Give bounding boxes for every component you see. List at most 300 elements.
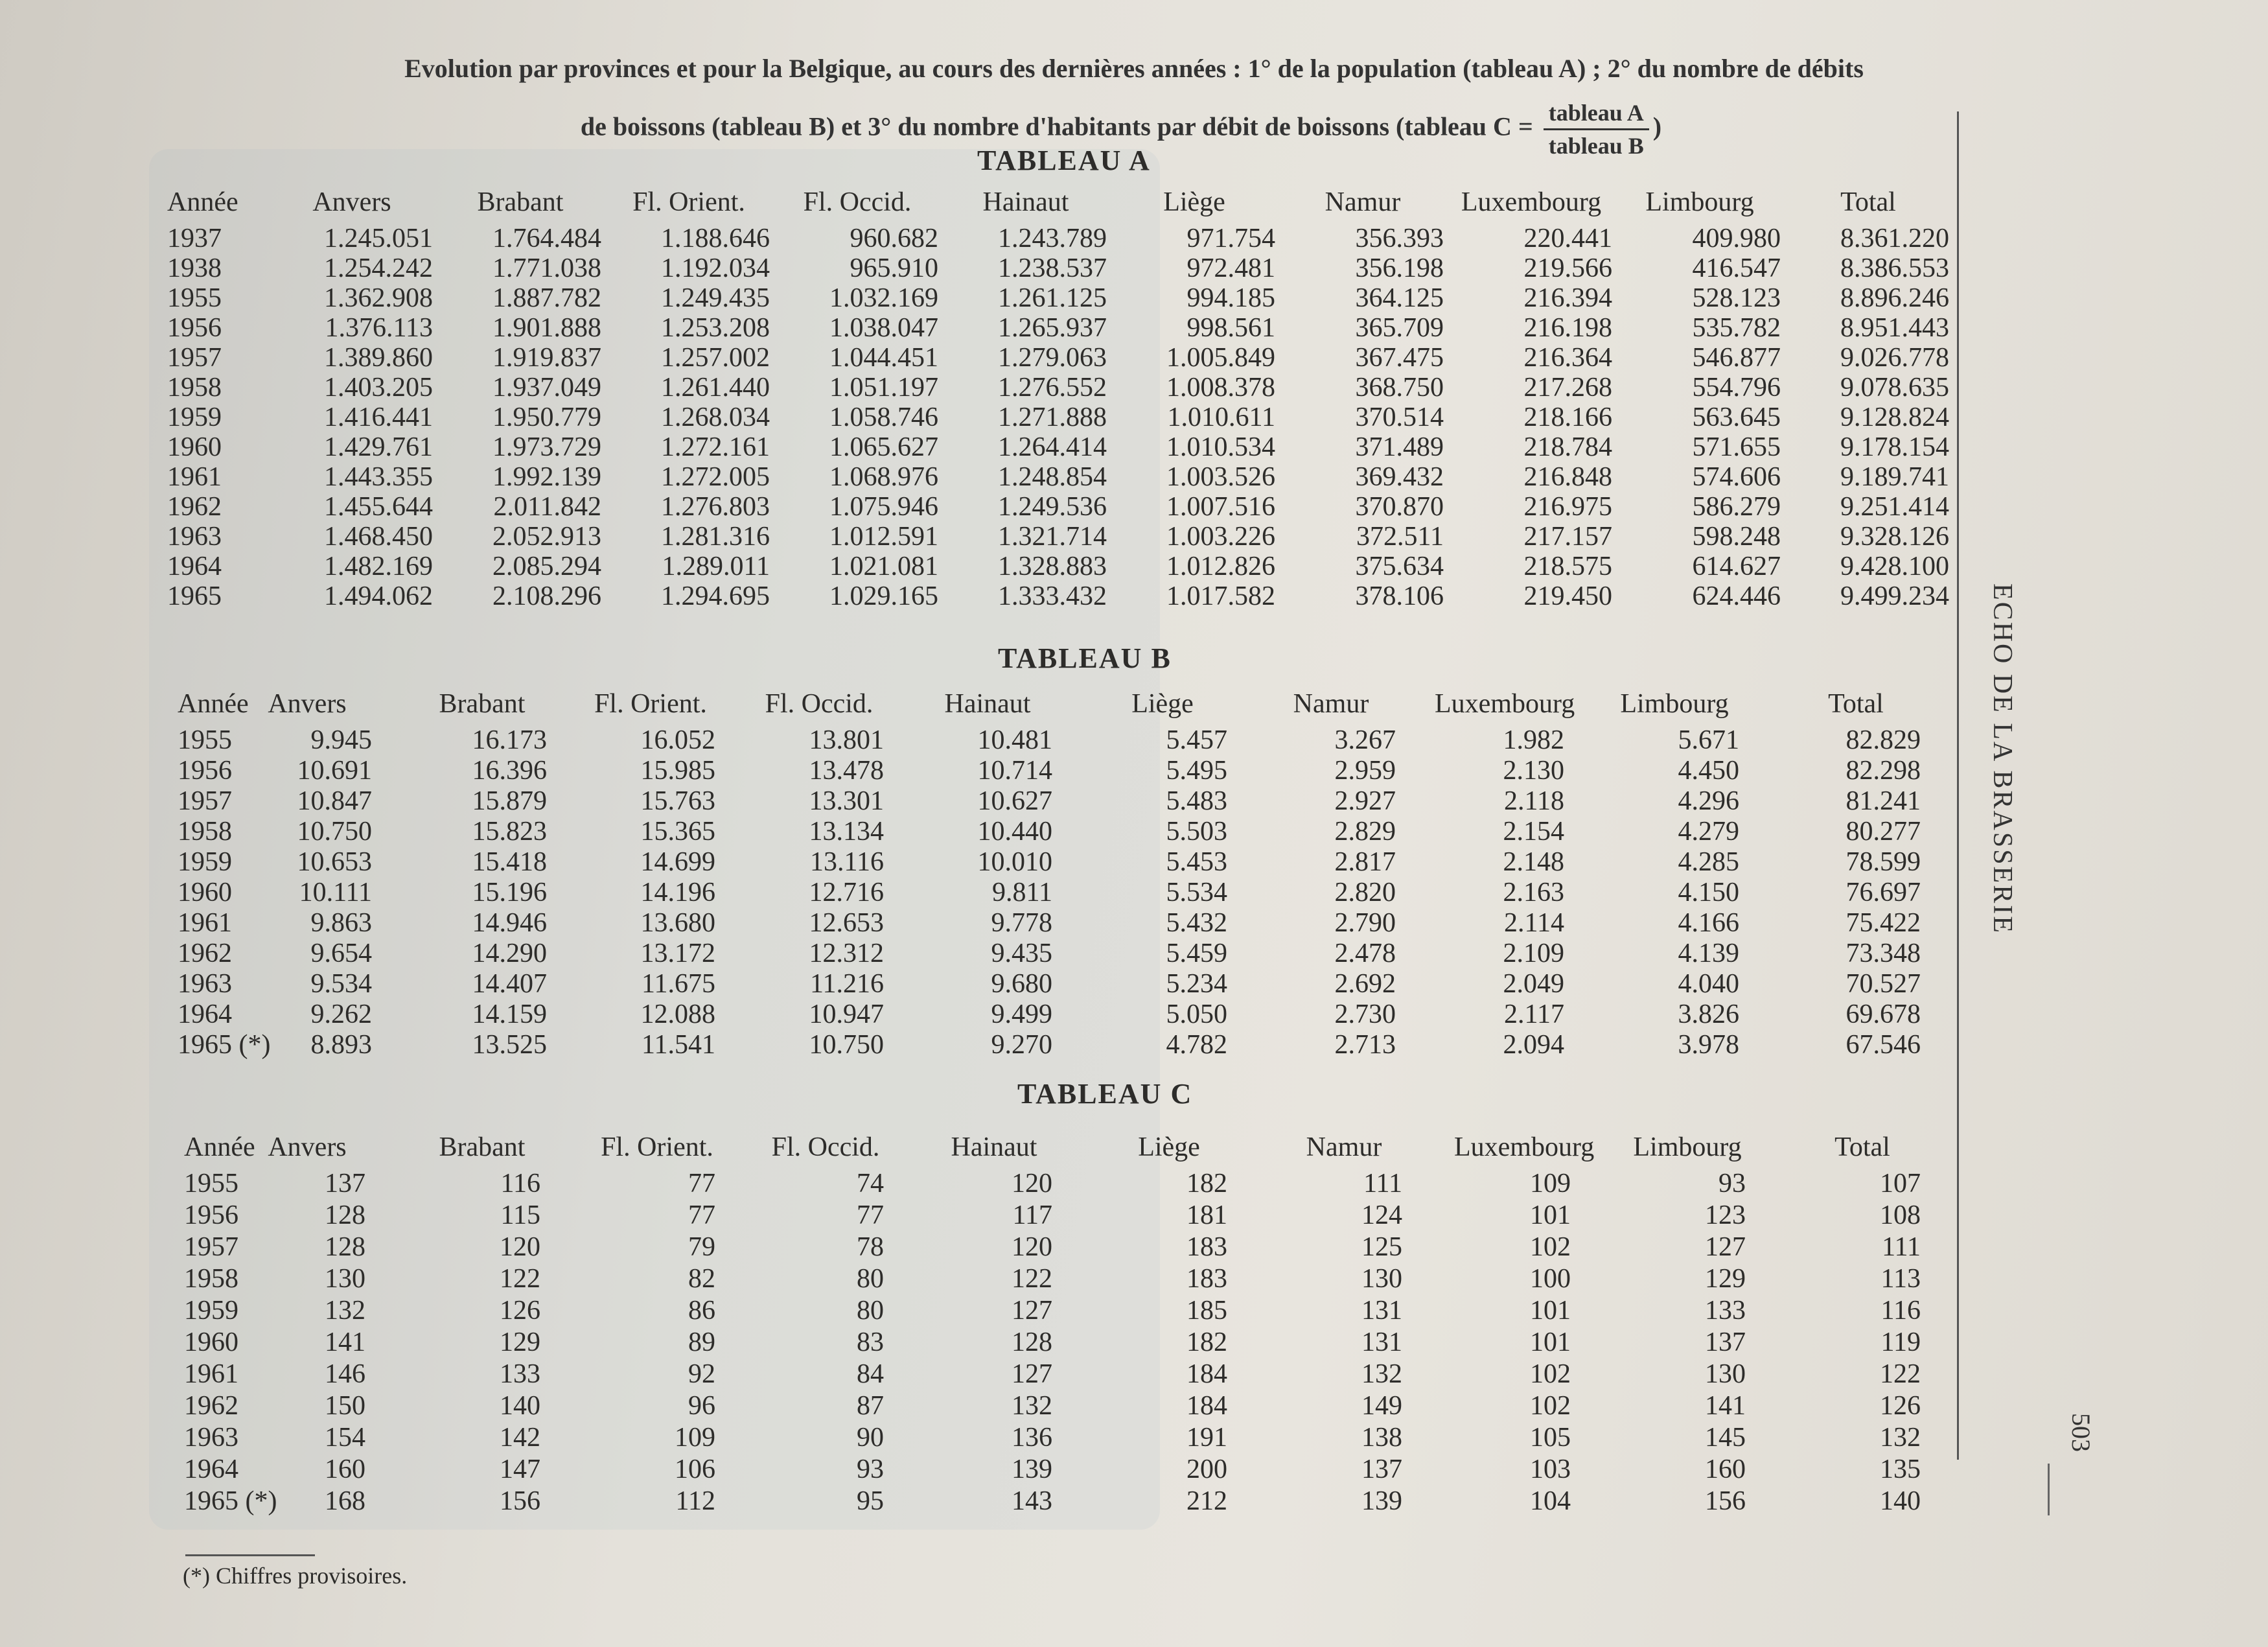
value-cell: 563.645 — [1692, 403, 1781, 432]
value-cell: 137 — [325, 1169, 365, 1198]
value-cell: 82.298 — [1846, 756, 1921, 786]
year-cell: 1955 — [167, 283, 222, 313]
value-cell: 122 — [1880, 1359, 1921, 1389]
value-cell: 2.478 — [1334, 939, 1396, 968]
value-cell: 14.290 — [472, 939, 547, 968]
year-cell: 1964 — [178, 999, 232, 1029]
value-cell: 216.975 — [1523, 492, 1612, 522]
value-cell: 102 — [1530, 1232, 1571, 1262]
value-cell: 12.312 — [809, 939, 884, 968]
value-cell: 1.029.165 — [829, 581, 938, 611]
value-cell: 141 — [1705, 1391, 1746, 1421]
value-cell: 220.441 — [1523, 224, 1612, 253]
year-cell: 1958 — [184, 1264, 238, 1294]
value-cell: 554.796 — [1692, 373, 1781, 403]
column-header: Total — [1840, 187, 1896, 217]
value-cell: 120 — [1012, 1169, 1052, 1198]
value-cell: 1.012.826 — [1166, 552, 1275, 581]
value-cell: 1.281.316 — [661, 522, 770, 552]
value-cell: 77 — [857, 1200, 884, 1230]
value-cell: 409.980 — [1692, 224, 1781, 253]
value-cell: 9.778 — [991, 908, 1052, 938]
value-cell: 4.782 — [1166, 1030, 1227, 1060]
value-cell: 1.362.908 — [324, 283, 433, 313]
value-cell: 4.150 — [1678, 878, 1739, 907]
value-cell: 113 — [1880, 1264, 1921, 1294]
column-header: Hainaut — [944, 689, 1031, 719]
value-cell: 10.691 — [297, 756, 372, 786]
year-cell: 1962 — [178, 939, 232, 968]
fraction-numerator: tableau A — [1544, 97, 1649, 130]
value-cell: 1.051.197 — [829, 373, 938, 403]
value-cell: 9.178.154 — [1840, 432, 1949, 462]
value-cell: 9.811 — [992, 878, 1052, 907]
value-cell: 2.109 — [1503, 939, 1564, 968]
value-cell: 138 — [1361, 1423, 1402, 1453]
value-cell: 216.198 — [1523, 313, 1612, 343]
value-cell: 182 — [1186, 1327, 1227, 1357]
value-cell: 10.750 — [809, 1030, 884, 1060]
column-header: Brabant — [439, 689, 526, 719]
value-cell: 370.870 — [1355, 492, 1444, 522]
tableau-b-title: TABLEAU B — [998, 642, 1172, 674]
year-cell: 1958 — [178, 817, 232, 847]
value-cell: 131 — [1361, 1296, 1402, 1326]
value-cell: 133 — [500, 1359, 540, 1389]
value-cell: 2.927 — [1334, 786, 1396, 816]
value-cell: 2.117 — [1504, 999, 1564, 1029]
value-cell: 122 — [500, 1264, 540, 1294]
value-cell: 216.364 — [1523, 343, 1612, 373]
value-cell: 10.481 — [977, 725, 1052, 755]
value-cell: 184 — [1186, 1359, 1227, 1389]
value-cell: 2.692 — [1334, 969, 1396, 999]
value-cell: 1.243.789 — [998, 224, 1107, 253]
value-cell: 9.189.741 — [1840, 462, 1949, 492]
column-header: Luxembourg — [1435, 689, 1575, 719]
year-cell: 1964 — [167, 552, 222, 581]
value-cell: 8.896.246 — [1840, 283, 1949, 313]
year-cell: 1961 — [184, 1359, 238, 1389]
year-cell: 1959 — [184, 1296, 238, 1326]
value-cell: 1.429.761 — [324, 432, 433, 462]
value-cell: 3.978 — [1678, 1030, 1739, 1060]
column-header: Fl. Occid. — [765, 689, 874, 719]
year-cell: 1956 — [167, 313, 222, 343]
value-cell: 1.328.883 — [998, 552, 1107, 581]
value-cell: 87 — [857, 1391, 884, 1421]
value-cell: 1.950.779 — [492, 403, 601, 432]
year-cell: 1960 — [167, 432, 222, 462]
column-header: Brabant — [439, 1132, 526, 1162]
value-cell: 89 — [688, 1327, 715, 1357]
value-cell: 137 — [1361, 1454, 1402, 1484]
value-cell: 375.634 — [1355, 552, 1444, 581]
value-cell: 3.826 — [1678, 999, 1739, 1029]
year-cell: 1956 — [178, 756, 232, 786]
value-cell: 528.123 — [1692, 283, 1781, 313]
value-cell: 130 — [325, 1264, 365, 1294]
value-cell: 147 — [500, 1454, 540, 1484]
value-cell: 4.279 — [1678, 817, 1739, 847]
column-header: Liège — [1131, 689, 1194, 719]
value-cell: 4.040 — [1678, 969, 1739, 999]
value-cell: 184 — [1186, 1391, 1227, 1421]
value-cell: 82.829 — [1846, 725, 1921, 755]
value-cell: 81.241 — [1846, 786, 1921, 816]
value-cell: 120 — [500, 1232, 540, 1262]
value-cell: 150 — [325, 1391, 365, 1421]
value-cell: 73.348 — [1846, 939, 1921, 968]
value-cell: 4.450 — [1678, 756, 1739, 786]
value-cell: 1.403.205 — [324, 373, 433, 403]
value-cell: 13.172 — [640, 939, 715, 968]
column-header: Fl. Occid. — [771, 1132, 880, 1162]
value-cell: 369.432 — [1355, 462, 1444, 492]
value-cell: 370.514 — [1355, 403, 1444, 432]
value-cell: 1.253.208 — [661, 313, 770, 343]
column-header: Hainaut — [982, 187, 1069, 217]
value-cell: 103 — [1530, 1454, 1571, 1484]
value-cell: 15.823 — [472, 817, 547, 847]
value-cell: 356.198 — [1355, 253, 1444, 283]
value-cell: 128 — [1012, 1327, 1052, 1357]
value-cell: 1.276.552 — [998, 373, 1107, 403]
column-header: Liège — [1138, 1132, 1200, 1162]
value-cell: 2.085.294 — [492, 552, 601, 581]
value-cell: 168 — [325, 1486, 365, 1516]
value-cell: 15.196 — [472, 878, 547, 907]
value-cell: 1.443.355 — [324, 462, 433, 492]
value-cell: 971.754 — [1186, 224, 1275, 253]
value-cell: 13.801 — [809, 725, 884, 755]
column-header: Liège — [1163, 187, 1225, 217]
value-cell: 129 — [500, 1327, 540, 1357]
value-cell: 77 — [688, 1169, 715, 1198]
value-cell: 416.547 — [1692, 253, 1781, 283]
value-cell: 378.106 — [1355, 581, 1444, 611]
value-cell: 9.270 — [991, 1030, 1052, 1060]
column-header: Fl. Orient. — [601, 1132, 713, 1162]
value-cell: 2.011.842 — [493, 492, 601, 522]
value-cell: 2.052.913 — [492, 522, 601, 552]
value-cell: 10.847 — [297, 786, 372, 816]
value-cell: 1.764.484 — [492, 224, 601, 253]
document-title-line-1: Evolution par provinces et pour la Belgique, au cours des dernières années : 1° de la population (tableau A) ; 2° du nombre de débits — [404, 54, 1864, 83]
title-close-paren: ) — [1652, 111, 1662, 141]
value-cell: 9.680 — [991, 969, 1052, 999]
value-cell: 10.010 — [977, 847, 1052, 877]
value-cell: 15.418 — [472, 847, 547, 877]
value-cell: 1.044.451 — [829, 343, 938, 373]
value-cell: 4.166 — [1678, 908, 1739, 938]
value-cell: 160 — [325, 1454, 365, 1484]
value-cell: 1.010.534 — [1166, 432, 1275, 462]
value-cell: 109 — [1530, 1169, 1571, 1198]
page-number-rule — [2048, 1464, 2050, 1515]
year-cell: 1955 — [178, 725, 232, 755]
value-cell: 10.627 — [977, 786, 1052, 816]
year-cell: 1960 — [178, 878, 232, 907]
value-cell: 80 — [857, 1264, 884, 1294]
value-cell: 11.216 — [810, 969, 884, 999]
value-cell: 367.475 — [1355, 343, 1444, 373]
value-cell: 5.534 — [1166, 878, 1227, 907]
value-cell: 614.627 — [1692, 552, 1781, 581]
value-cell: 16.173 — [472, 725, 547, 755]
footnote-rule — [185, 1554, 315, 1556]
value-cell: 137 — [1705, 1327, 1746, 1357]
value-cell: 1.068.976 — [829, 462, 938, 492]
value-cell: 1.254.242 — [324, 253, 433, 283]
value-cell: 8.361.220 — [1840, 224, 1949, 253]
value-cell: 14.946 — [472, 908, 547, 938]
value-cell: 2.817 — [1334, 847, 1396, 877]
value-cell: 126 — [500, 1296, 540, 1326]
value-cell: 108 — [1880, 1200, 1921, 1230]
value-cell: 1.271.888 — [998, 403, 1107, 432]
value-cell: 1.887.782 — [492, 283, 601, 313]
value-cell: 125 — [1361, 1232, 1402, 1262]
value-cell: 80 — [857, 1296, 884, 1326]
value-cell: 10.653 — [297, 847, 372, 877]
value-cell: 972.481 — [1186, 253, 1275, 283]
value-cell: 141 — [325, 1327, 365, 1357]
year-cell: 1955 — [184, 1169, 238, 1198]
value-cell: 2.829 — [1334, 817, 1396, 847]
value-cell: 129 — [1705, 1264, 1746, 1294]
value-cell: 128 — [325, 1232, 365, 1262]
value-cell: 117 — [1012, 1200, 1052, 1230]
value-cell: 1.919.837 — [492, 343, 601, 373]
value-cell: 5.432 — [1166, 908, 1227, 938]
value-cell: 994.185 — [1186, 283, 1275, 313]
value-cell: 1.468.450 — [324, 522, 433, 552]
value-cell: 5.671 — [1678, 725, 1739, 755]
column-header: Hainaut — [951, 1132, 1037, 1162]
value-cell: 372.511 — [1356, 522, 1444, 552]
value-cell: 11.675 — [642, 969, 715, 999]
value-cell: 10.714 — [977, 756, 1052, 786]
value-cell: 156 — [500, 1486, 540, 1516]
value-cell: 1.268.034 — [661, 403, 770, 432]
value-cell: 1.058.746 — [829, 403, 938, 432]
value-cell: 5.483 — [1166, 786, 1227, 816]
column-header: Anvers — [268, 689, 347, 719]
value-cell: 586.279 — [1692, 492, 1781, 522]
value-cell: 70.527 — [1846, 969, 1921, 999]
value-cell: 181 — [1186, 1200, 1227, 1230]
value-cell: 9.328.126 — [1840, 522, 1949, 552]
value-cell: 13.301 — [809, 786, 884, 816]
year-cell: 1963 — [178, 969, 232, 999]
column-header: Anvers — [268, 1132, 347, 1162]
value-cell: 1.294.695 — [661, 581, 770, 611]
value-cell: 149 — [1361, 1391, 1402, 1421]
value-cell: 160 — [1705, 1454, 1746, 1484]
value-cell: 2.959 — [1334, 756, 1396, 786]
value-cell: 92 — [688, 1359, 715, 1389]
value-cell: 120 — [1012, 1232, 1052, 1262]
value-cell: 80.277 — [1846, 817, 1921, 847]
value-cell: 2.713 — [1334, 1030, 1396, 1060]
value-cell: 5.453 — [1166, 847, 1227, 877]
value-cell: 2.118 — [1504, 786, 1564, 816]
value-cell: 1.249.536 — [998, 492, 1107, 522]
value-cell: 13.525 — [472, 1030, 547, 1060]
year-cell: 1956 — [184, 1200, 238, 1230]
value-cell: 140 — [500, 1391, 540, 1421]
column-header: Luxembourg — [1461, 187, 1602, 217]
value-cell: 965.910 — [850, 253, 938, 283]
value-cell: 1.455.644 — [324, 492, 433, 522]
year-cell: 1937 — [167, 224, 222, 253]
value-cell: 3.267 — [1334, 725, 1396, 755]
value-cell: 12.088 — [640, 999, 715, 1029]
value-cell: 2.108.296 — [492, 581, 601, 611]
page-number: 503 — [2066, 1413, 2096, 1452]
year-cell: 1957 — [167, 343, 222, 373]
value-cell: 130 — [1361, 1264, 1402, 1294]
value-cell: 8.893 — [310, 1030, 372, 1060]
value-cell: 156 — [1705, 1486, 1746, 1516]
journal-side-title: ECHO DE LA BRASSERIE — [1987, 583, 2017, 935]
column-header: Année — [167, 187, 238, 217]
value-cell: 10.750 — [297, 817, 372, 847]
value-cell: 83 — [857, 1327, 884, 1357]
value-cell: 1.065.627 — [829, 432, 938, 462]
value-cell: 546.877 — [1692, 343, 1781, 373]
value-cell: 2.114 — [1504, 908, 1564, 938]
year-cell: 1963 — [184, 1423, 238, 1453]
value-cell: 102 — [1530, 1391, 1571, 1421]
value-cell: 1.017.582 — [1166, 581, 1275, 611]
value-cell: 132 — [1361, 1359, 1402, 1389]
value-cell: 1.901.888 — [492, 313, 601, 343]
value-cell: 12.653 — [809, 908, 884, 938]
column-header: Luxembourg — [1454, 1132, 1595, 1162]
value-cell: 212 — [1186, 1486, 1227, 1516]
value-cell: 132 — [1012, 1391, 1052, 1421]
value-cell: 1.245.051 — [324, 224, 433, 253]
value-cell: 5.495 — [1166, 756, 1227, 786]
value-cell: 2.730 — [1334, 999, 1396, 1029]
value-cell: 1.261.440 — [661, 373, 770, 403]
value-cell: 15.763 — [640, 786, 715, 816]
year-cell: 1962 — [184, 1391, 238, 1421]
value-cell: 1.075.946 — [829, 492, 938, 522]
value-cell: 10.440 — [977, 817, 1052, 847]
column-header: Namur — [1325, 187, 1401, 217]
value-cell: 67.546 — [1846, 1030, 1921, 1060]
value-cell: 1.238.537 — [998, 253, 1107, 283]
value-cell: 8.386.553 — [1840, 253, 1949, 283]
year-cell: 1965 — [167, 581, 222, 611]
value-cell: 126 — [1880, 1391, 1921, 1421]
value-cell: 130 — [1705, 1359, 1746, 1389]
value-cell: 10.111 — [299, 878, 372, 907]
value-cell: 1.264.414 — [998, 432, 1107, 462]
value-cell: 142 — [500, 1423, 540, 1453]
year-cell: 1960 — [184, 1327, 238, 1357]
value-cell: 1.008.378 — [1166, 373, 1275, 403]
value-cell: 116 — [1880, 1296, 1921, 1326]
value-cell: 1.937.049 — [492, 373, 601, 403]
value-cell: 14.407 — [472, 969, 547, 999]
value-cell: 13.116 — [810, 847, 884, 877]
value-cell: 101 — [1530, 1327, 1571, 1357]
value-cell: 1.257.002 — [661, 343, 770, 373]
value-cell: 216.848 — [1523, 462, 1612, 492]
value-cell: 15.985 — [640, 756, 715, 786]
column-header: Année — [178, 689, 249, 719]
value-cell: 1.003.226 — [1166, 522, 1275, 552]
value-cell: 14.159 — [472, 999, 547, 1029]
value-cell: 2.094 — [1503, 1030, 1564, 1060]
value-cell: 132 — [1880, 1423, 1921, 1453]
title-line-2-text: de boissons (tableau B) et 3° du nombre d'habitants par débit de boissons (tableau C = — [580, 111, 1533, 141]
value-cell: 16.396 — [472, 756, 547, 786]
column-header: Fl. Orient. — [632, 187, 745, 217]
column-header: Namur — [1293, 689, 1369, 719]
value-cell: 15.879 — [472, 786, 547, 816]
value-cell: 1.272.005 — [661, 462, 770, 492]
column-header: Brabant — [477, 187, 564, 217]
value-cell: 16.052 — [640, 725, 715, 755]
value-cell: 136 — [1012, 1423, 1052, 1453]
value-cell: 9.262 — [310, 999, 372, 1029]
value-cell: 127 — [1012, 1296, 1052, 1326]
column-header: Namur — [1306, 1132, 1382, 1162]
value-cell: 2.163 — [1503, 878, 1564, 907]
value-cell: 1.261.125 — [998, 283, 1107, 313]
value-cell: 12.716 — [809, 878, 884, 907]
value-cell: 4.139 — [1678, 939, 1739, 968]
value-cell: 111 — [1363, 1169, 1402, 1198]
value-cell: 1.248.854 — [998, 462, 1107, 492]
value-cell: 1.376.113 — [325, 313, 433, 343]
value-cell: 96 — [688, 1391, 715, 1421]
value-cell: 112 — [675, 1486, 715, 1516]
value-cell: 124 — [1361, 1200, 1402, 1230]
value-cell: 145 — [1705, 1423, 1746, 1453]
column-header: Année — [184, 1132, 255, 1162]
value-cell: 1.265.937 — [998, 313, 1107, 343]
value-cell: 1.333.432 — [998, 581, 1107, 611]
value-cell: 1.992.139 — [492, 462, 601, 492]
value-cell: 111 — [1882, 1232, 1921, 1262]
value-cell: 79 — [688, 1232, 715, 1262]
value-cell: 13.478 — [809, 756, 884, 786]
value-cell: 1.416.441 — [324, 403, 433, 432]
value-cell: 78 — [857, 1232, 884, 1262]
ratio-fraction — [1544, 97, 1649, 161]
year-cell: 1965 (*) — [178, 1030, 271, 1060]
value-cell: 109 — [675, 1423, 715, 1453]
year-cell: 1957 — [178, 786, 232, 816]
value-cell: 9.499.234 — [1840, 581, 1949, 611]
value-cell: 216.394 — [1523, 283, 1612, 313]
year-cell: 1958 — [167, 373, 222, 403]
value-cell: 5.457 — [1166, 725, 1227, 755]
value-cell: 1.289.011 — [662, 552, 770, 581]
value-cell: 5.050 — [1166, 999, 1227, 1029]
year-cell: 1959 — [178, 847, 232, 877]
year-cell: 1963 — [167, 522, 222, 552]
value-cell: 75.422 — [1846, 908, 1921, 938]
value-cell: 535.782 — [1692, 313, 1781, 343]
value-cell: 86 — [688, 1296, 715, 1326]
